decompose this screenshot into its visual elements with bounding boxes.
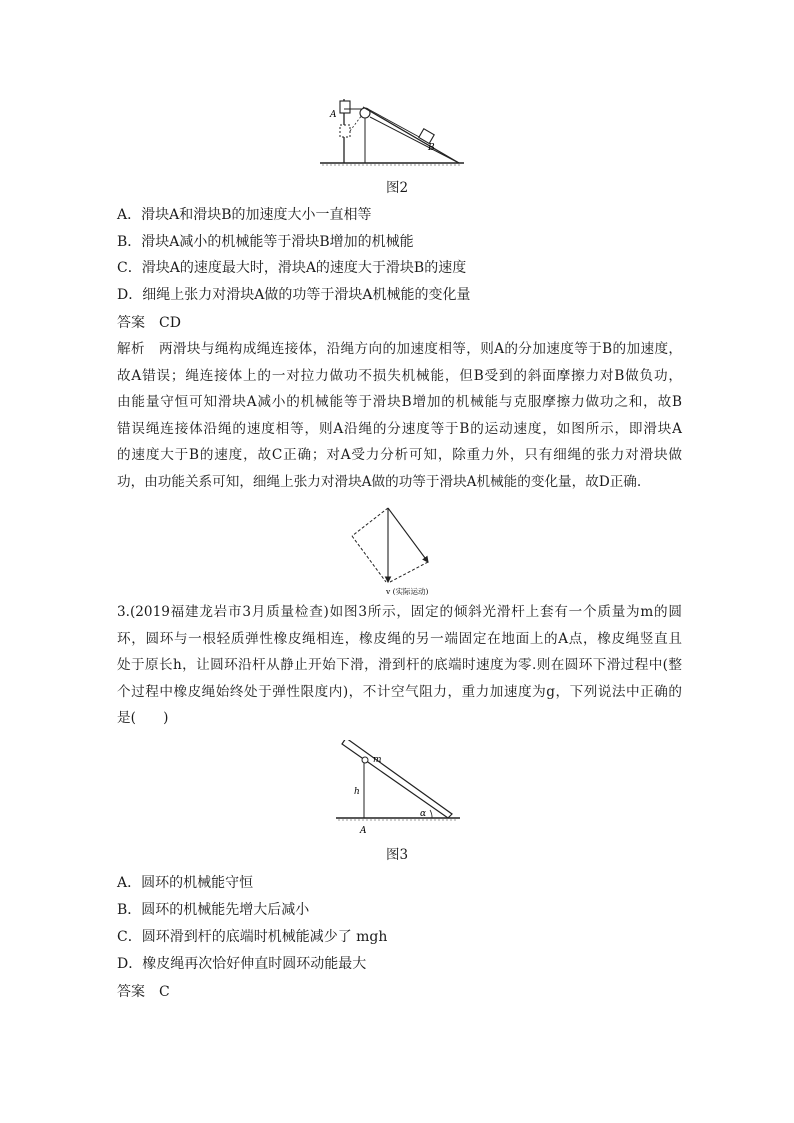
- q2-option-b: B．滑块A减小的机械能等于滑块B增加的机械能: [117, 234, 414, 250]
- figure-3-label-m: m: [373, 755, 382, 765]
- q2-answer-label: 答案: [117, 315, 145, 331]
- q2-option-d: D．细绳上张力对滑块A做的功等于滑块A机械能的变化量: [117, 287, 471, 303]
- q2-option-a: A．滑块A和滑块B的加速度大小一直相等: [117, 207, 372, 223]
- figure-3-diagram: [334, 740, 462, 836]
- figure-2-label-b: B: [428, 143, 435, 153]
- q3-stem-line: 处于原长h，让圆环沿杆从静止开始下滑，滑到杆的底端时速度为零.则在圆环下滑过程中(整: [117, 657, 682, 673]
- q3-answer: [117, 982, 170, 1002]
- figure-3-caption: 图3: [385, 847, 409, 863]
- q3-stem-line: 个过程中橡皮绳始终处于弹性限度内)，不计空气阻力，重力加速度为g，下列说法中正确的: [117, 683, 682, 700]
- q3-option-d: D．橡皮绳再次恰好伸直时圆环动能最大: [117, 956, 367, 972]
- q2-analysis-line: 由能量守恒可知滑块A减小的机械能等于滑块B增加的机械能与克服摩擦力做功之和，故B: [117, 394, 682, 410]
- q2-analysis: [117, 336, 682, 495]
- figure-2-label-a: A: [330, 110, 337, 120]
- q2-option-c: C．滑块A的速度最大时，滑块A的速度大于滑块B的速度: [117, 260, 467, 276]
- q3-stem-line: 环，圆环与一根轻质弹性橡皮绳相连，橡皮绳的另一端固定在地面上的A点，橡皮绳竖直且: [117, 630, 682, 647]
- q2-answer: [117, 313, 181, 333]
- q3-answer-value: C: [159, 984, 170, 1000]
- q2-analysis-line: 故A错误；绳连接体上的一对拉力做功不损失机械能，但B受到的斜面摩擦力对B做负功，: [117, 367, 682, 384]
- q3-stem-line: 是( ): [117, 710, 169, 726]
- figure-2-caption: 图2: [385, 180, 409, 196]
- q3-option-a: A．圆环的机械能守恒: [117, 875, 254, 891]
- q2-analysis-label: 解析: [117, 341, 145, 357]
- q3-answer-label: 答案: [117, 984, 145, 1000]
- q2-analysis-line: 错误绳连接体沿绳的速度相等，则A沿绳的分速度等于B的运动速度，如图所示，即滑块A: [117, 420, 682, 437]
- q3-stem-line: 3.(2019福建龙岩市3月质量检查)如图3所示，固定的倾斜光滑杆上套有一个质量为m的圆: [117, 604, 682, 620]
- figure-3-label-h: h: [354, 787, 360, 797]
- q2-analysis-line: 的速度大于B的速度，故C正确；对A受力分析可知，除重力外，只有细绳的张力对滑块做: [117, 447, 682, 463]
- figure-3-label-alpha: α: [420, 809, 427, 819]
- q3-option-c: C．圆环滑到杆的底端时机械能减少了 mgh: [117, 929, 388, 945]
- q2-answer-value: CD: [159, 315, 181, 331]
- velocity-vector-label: v (实际运动): [386, 587, 429, 596]
- q3-stem: [117, 599, 682, 732]
- figure-2-diagram: [318, 95, 468, 173]
- q2-analysis-line: 解析 两滑块与绳构成绳连接体，沿绳方向的加速度相等，则A的分加速度等于B的加速度，: [117, 341, 683, 357]
- velocity-vector-diagram: [346, 506, 456, 598]
- q2-analysis-line: 功，由功能关系可知，细绳上张力对滑块A做的功等于滑块A机械能的变化量，故D正确.: [117, 473, 642, 490]
- q3-option-b: B．圆环的机械能先增大后减小: [117, 902, 310, 918]
- figure-3-label-a: A: [360, 826, 367, 836]
